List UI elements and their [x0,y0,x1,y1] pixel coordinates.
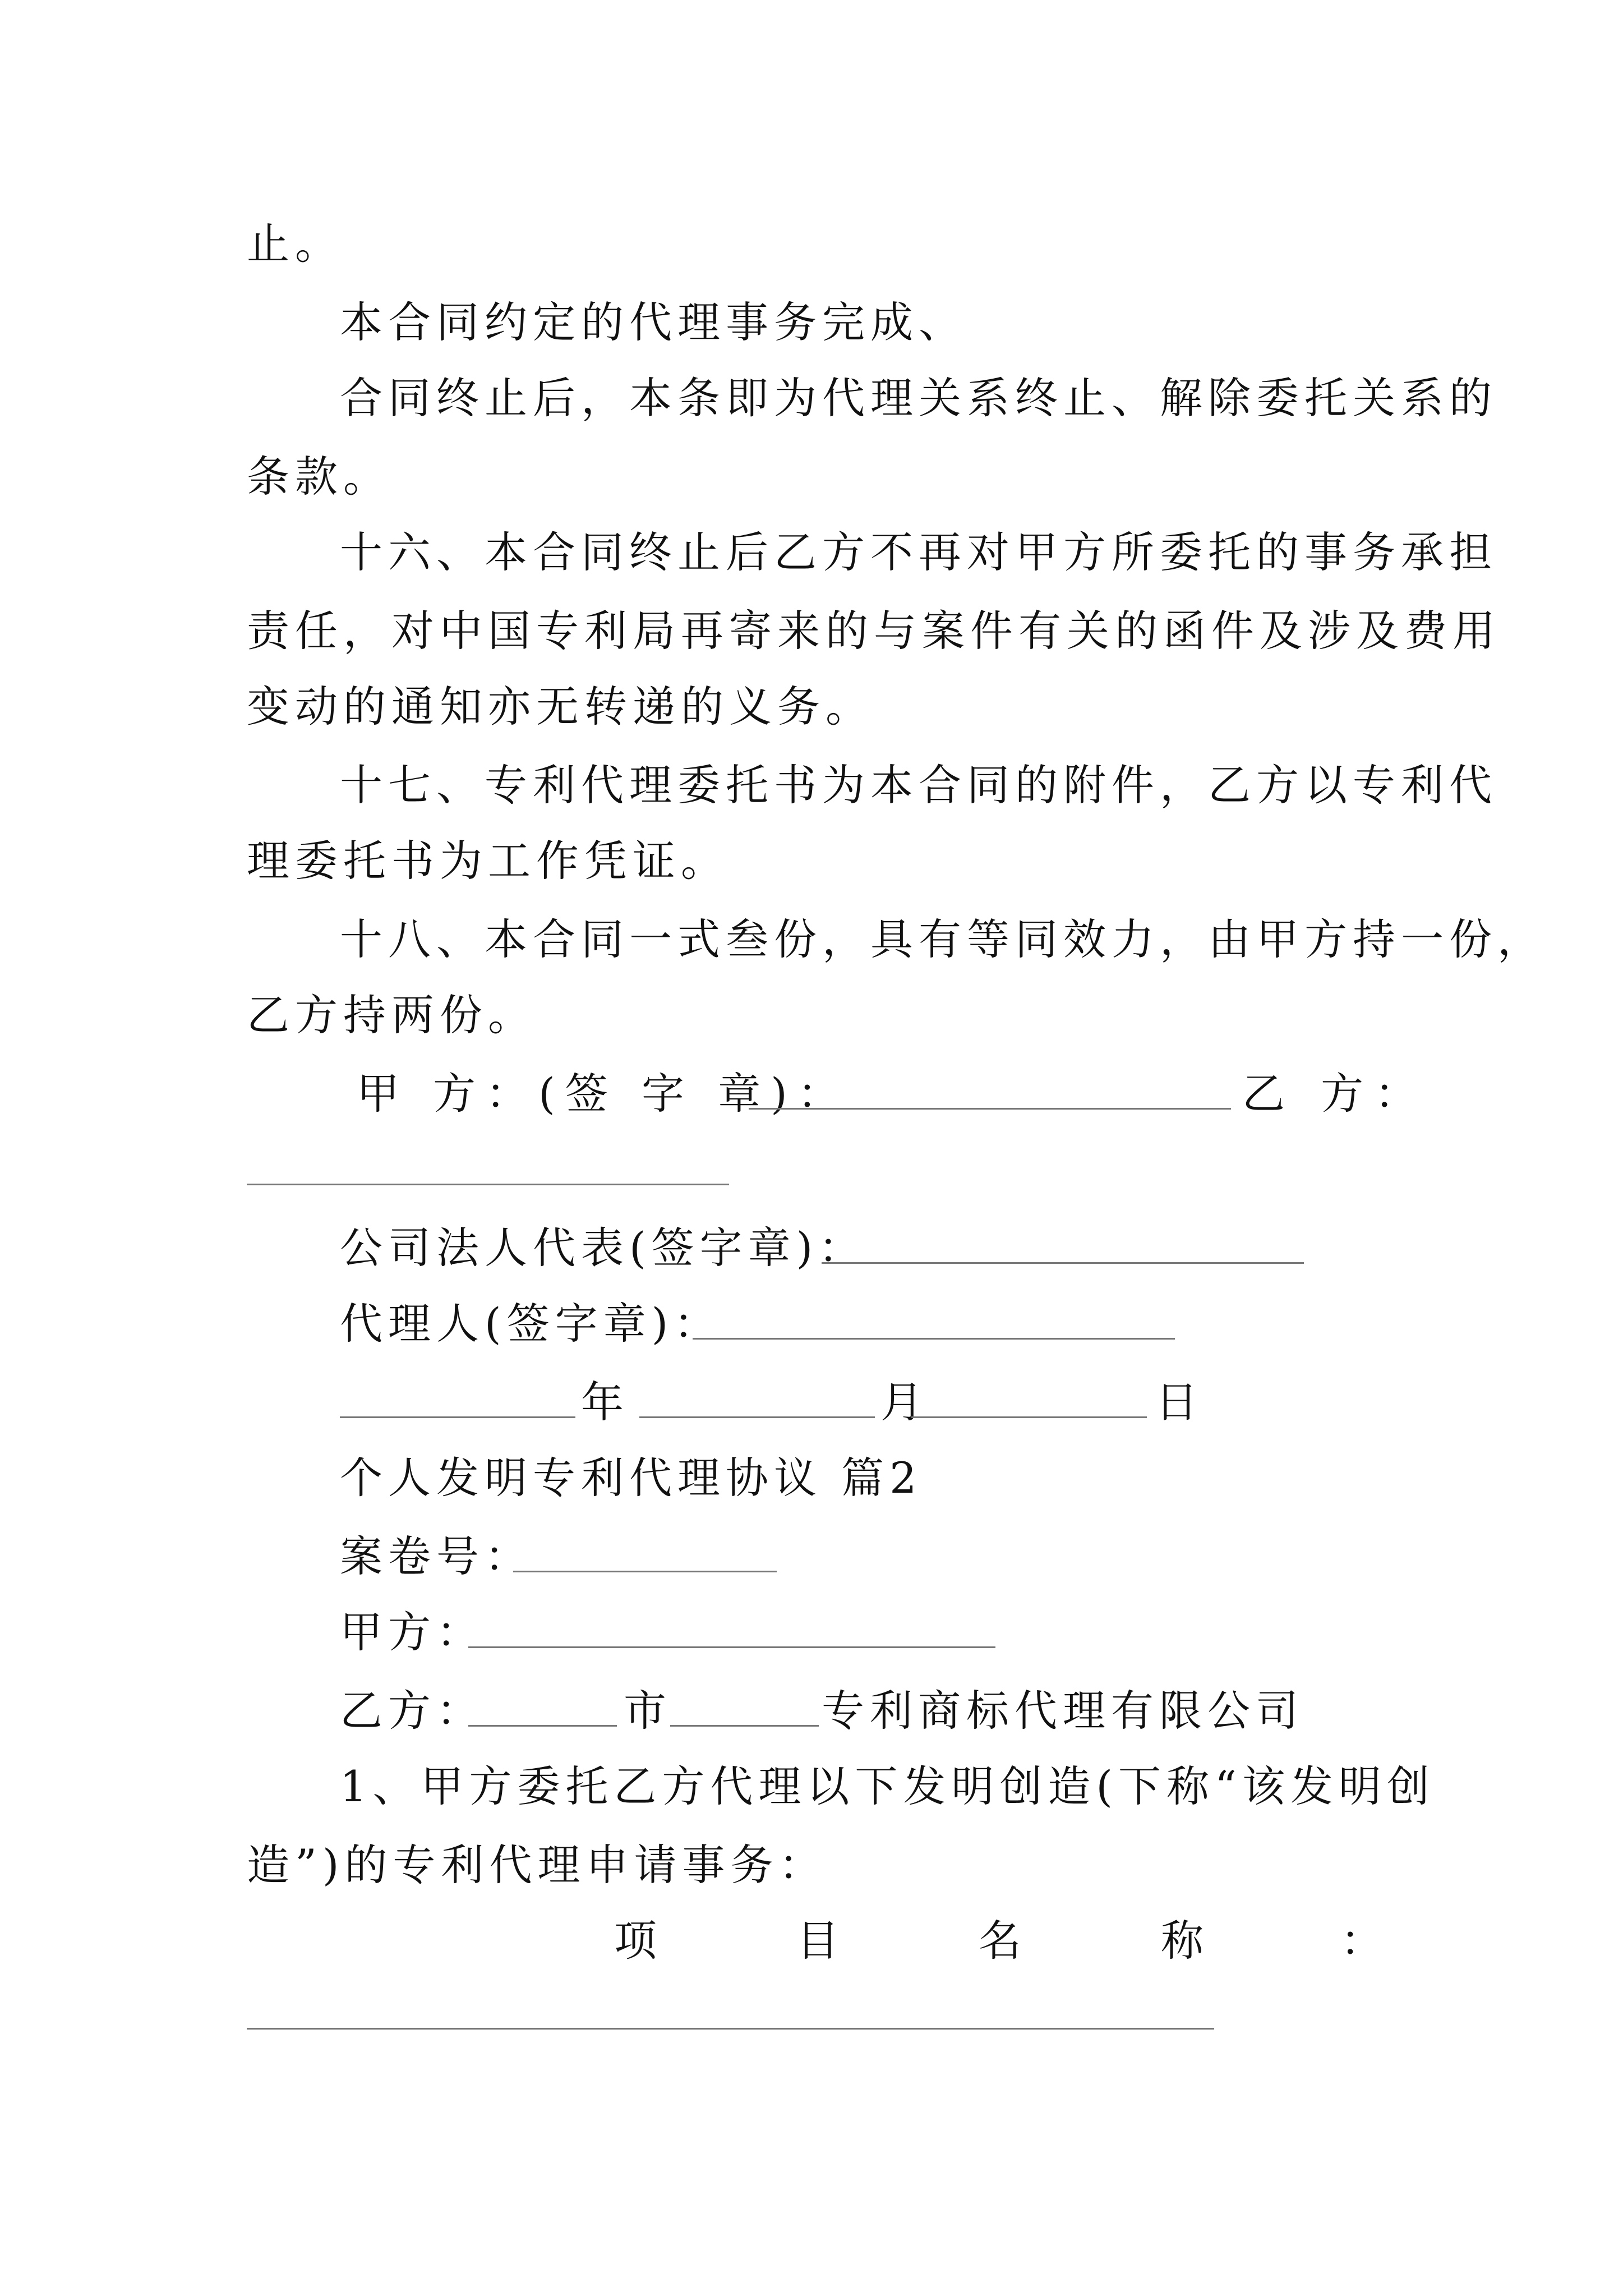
paragraph-line: 十六、本合同终止后乙方不再对甲方所委托的事务承担 [340,527,1497,577]
clause-1-line: 造”)的专利代理申请事务： [247,1840,827,1890]
project-name-char: 目 [796,1916,839,1966]
party-b-signature-label: 乙 方： [1242,1069,1429,1119]
city-blank [468,1725,617,1727]
paragraph-line: 变动的通知亦无转递的义务。 [247,682,874,731]
day-label: 日 [1155,1377,1204,1427]
month-label: 月 [880,1377,929,1427]
paragraph-line: 责任，对中国专利局再寄来的与案件有关的函件及涉及费用 [247,606,1501,656]
case-no-label: 案卷号： [340,1531,533,1581]
paragraph-line: 十八、本合同一式叁份，具有等同效力，由甲方持一份， [340,914,1546,964]
paragraph-line: 本合同约定的代理事务完成、 [340,297,967,347]
project-name-char: 名 [979,1916,1021,1966]
clause-1-line: 1、甲方委托乙方代理以下发明创造(下称“该发明创 [340,1761,1435,1811]
paragraph-line: 理委托书为工作凭证。 [247,836,729,886]
legal-rep-label: 公司法人代表(签字章)： [340,1223,867,1273]
section2-party-a-label: 甲方： [340,1607,485,1657]
project-name-char: ： [1340,1916,1383,1966]
month-blank [639,1416,875,1418]
paragraph-line: 止。 [247,219,343,269]
paragraph-line: 合同终止后，本条即为代理关系终止、解除委托关系的 [340,373,1497,423]
agent-blank [693,1338,1175,1340]
paragraph-line: 条款。 [247,452,391,501]
case-no-blank [513,1571,777,1572]
company-blank [670,1725,819,1727]
party-b-signature-blank [247,1184,729,1185]
day-blank [911,1416,1147,1418]
party-a-signature-blank [749,1108,1231,1110]
paragraph-line: 乙方持两份。 [247,990,536,1040]
section2-party-a-blank [468,1646,995,1648]
party-a-signature-label: 甲 方：(签 字 章)： [357,1069,850,1119]
project-name-char: 项 [614,1916,657,1966]
section-title: 个人发明专利代理协议 篇2 [340,1453,923,1503]
project-name-char: 称 [1161,1916,1204,1966]
paragraph-line: 十七、专利代理委托书为本合同的附件，乙方以专利代 [340,760,1497,810]
company-suffix: 专利商标代理有限公司 [822,1686,1304,1736]
section2-party-b-label: 乙方： [340,1686,485,1736]
project-name-blank [247,2028,1214,2030]
legal-rep-blank [822,1262,1304,1264]
year-blank [340,1416,575,1418]
city-label: 市 [624,1686,672,1736]
agent-label: 代理人(签字章)： [340,1299,722,1349]
year-label: 年 [581,1377,629,1427]
